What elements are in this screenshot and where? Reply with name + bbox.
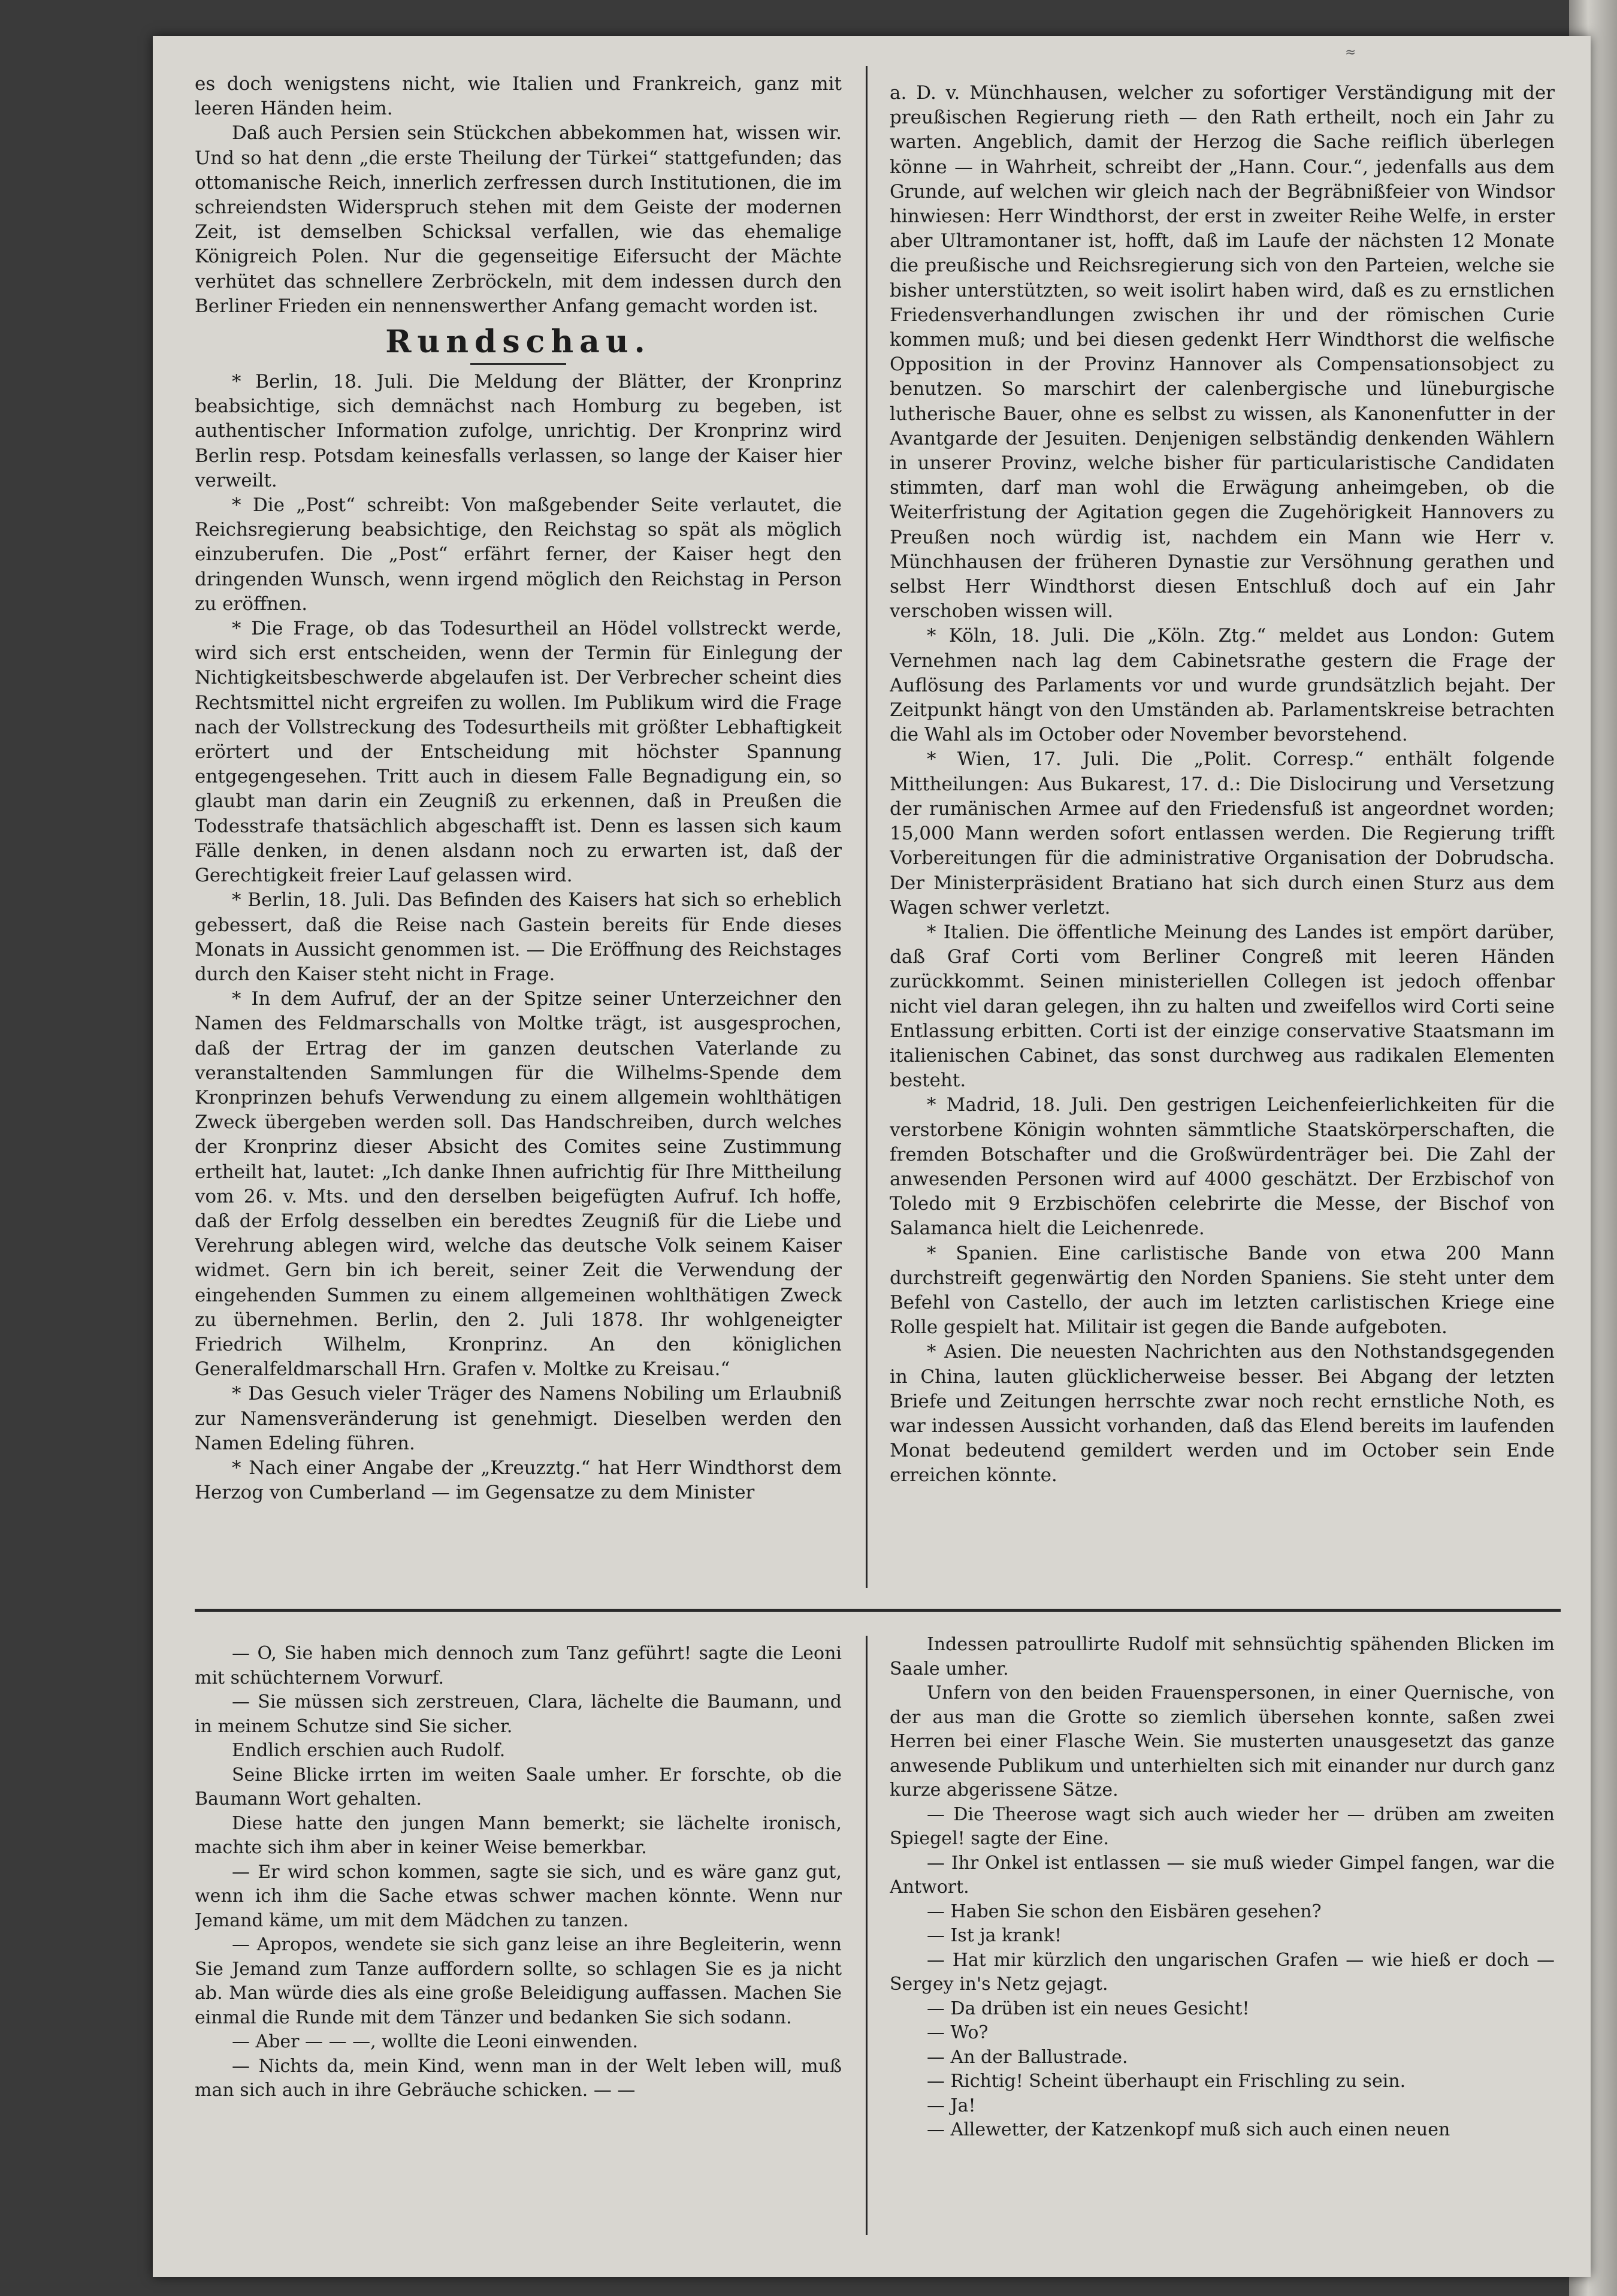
page-mark: ≈ <box>1345 45 1356 60</box>
news-item: * Das Gesuch vieler Träger des Namens Nobiling um Erlaubniß zur Namensveränderung ist genehmigt. Dieselben werden den Namen Edeling führen. <box>195 1383 842 1454</box>
paragraph: — Ihr Onkel ist entlassen — sie muß wieder Gimpel fangen, war die Antwort. <box>890 1852 1555 1898</box>
paragraph: — O, Sie haben mich dennoch zum Tanz geführt! sagte die Leoni mit schüchternem Vorwurf. <box>195 1643 842 1688</box>
feuilleton-separator-rule <box>195 1609 1561 1612</box>
paragraph: — Haben Sie schon den Eisbären gesehen? <box>927 1901 1322 1922</box>
news-item: * Madrid, 18. Juli. Den gestrigen Leichenfeierlichkeiten für die verstorbene Königin wohnten sämmtliche Staatskörperschaften, die fremden Botschafter und die Großwürdenträger bei. Die Zahl der anwesenden Personen wird auf 4000 geschätzt. Der Erzbischof von Toledo mit 9 Erzbischöfen celebrirte die Messe, der Bischof von Salamanca hielt die Leichenrede. <box>890 1094 1555 1240</box>
news-item: * Nach einer Angabe der „Kreuzztg.“ hat Herr Windthorst dem Herzog von Cumberland — im Gegensatze zu dem Minister <box>195 1457 842 1504</box>
paragraph: Daß auch Persien sein Stückchen abbekommen hat, wissen wir. Und so hat denn „die erste Theilung der Türkei“ stattgefunden; das ottomanische Reich, innerlich zerfressen durch Institutionen, die im schreiendsten Widerspruch stehen mit dem Geiste der modernen Zeit, ist demselben Schicksal verfallen, wie das ehemalige Königreich Polen. Nur die gegenseitige Eifersucht der Mächte verhütet das schnellere Zerbröckeln, mit dem indessen durch den Berliner Frieden ein nennenswerther Anfang gemacht worden ist. <box>195 122 842 317</box>
news-item: * Wien, 17. Juli. Die „Polit. Corresp.“ enthält folgende Mittheilungen: Aus Bukarest, 17. d.: Die Dislocirung und Versetzung der rumänischen Armee auf den Friedensfuß ist angeordnet worden; 15,000 Mann werden sofort entlassen werden. Die Regierung trifft Vorbereitungen für die administrative Organisation der Dobrudscha. Der Ministerpräsident Bratiano hat sich durch einen Sturz aus dem Wagen schwer verletzt. <box>890 748 1555 919</box>
article-column-top-left <box>195 72 842 1582</box>
paragraph: — Wo? <box>927 2022 989 2043</box>
paragraph: — Er wird schon kommen, sagte sie sich, und es wäre ganz gut, wenn ich ihm die Sache etwas schwer machen könnte. Wenn nur Jemand käme, um mit dem Mädchen zu tanzen. <box>195 1861 842 1931</box>
paragraph: Seine Blicke irrten im weiten Saale umher. Er forschte, ob die Baumann Wort gehalten. <box>195 1764 842 1809</box>
paragraph: — Apropos, wendete sie sich ganz leise an ihre Begleiterin, wenn Sie Jemand zum Tanze auffordern sollte, so schlagen Sie es ja nicht ab. Man würde dies als eine große Beleidigung auffassen. Machen Sie einmal die Runde mit dem Tänzer und bedanken Sie sich sodann. <box>195 1934 842 2028</box>
news-item: * Die Frage, ob das Todesurtheil an Hödel vollstreckt werde, wird sich erst entscheiden, wenn der Termin für Einlegung der Nichtigkeitsbeschwerde abgelaufen ist. Der Verbrecher scheint dies Rechtsmittel nicht ergreifen zu wollen. Im Publikum wird die Frage nach der Vollstreckung des Todesurtheils mit größter Lebhaftigkeit erörtert und der Entscheidung mit höchster Spannung entgegengesehen. Tritt auch in diesem Falle Begnadigung ein, so glaubt man darin ein Zeugniß zu erkennen, daß in Preußen die Todesstrafe thatsächlich abgeschafft ist. Denn es lassen sich kaum Fälle denken, in denen alsdann noch zu erwarten ist, daß der Gerechtigkeit freier Lauf gelassen wird. <box>195 618 842 887</box>
news-item: * Italien. Die öffentliche Meinung des Landes ist empört darüber, daß Graf Corti vom Berliner Congreß mit leeren Händen zurückkommt. Seinen ministeriellen Collegen ist jedoch offenbar nicht viel daran gelegen, ihn zu halten und zweifellos wird Corti seine Entlassung erbitten. Corti ist der einzige conservative Staatsmann im italienischen Cabinet, das sonst durchweg aus radikalen Elementen besteht. <box>890 921 1555 1092</box>
paragraph: — Allewetter, der Katzenkopf muß sich auch einen neuen <box>927 2119 1450 2140</box>
news-item: * In dem Aufruf, der an der Spitze seiner Unterzeichner den Namen des Feldmarschalls von Moltke trägt, ist ausgesprochen, daß der Ertrag der im ganzen deutschen Vaterlande zu veranstaltenden Sammlungen für die Wilhelms-Spende dem Kronprinzen behufs Verwendung zu einem allgemein wohlthätigen Zweck übergeben werden soll. Das Handschreiben, durch welches der Kronprinz dieser Absicht des Comites seine Zustimmung ertheilt hat, lautet: „Ich danke Ihnen aufrichtig für Ihre Mittheilung vom 26. v. Mts. und den derselben beigefügten Aufruf. Ich hoffe, daß der Erfolg desselben ein beredtes Zeugniß für die Liebe und Verehrung ablegen wird, welche das deutsche Volk seinem Kaiser widmet. Gern bin ich bereit, seiner Zeit die Verwendung der eingehenden Summen zu einem allgemeinen wohlthätigen Zweck zu übernehmen. Berlin, den 2. Juli 1878. Ihr wohlgeneigter Friedrich Wilhelm, Kronprinz. An den königlichen Generalfeldmarschall Hrn. Grafen v. Moltke zu Kreisau.“ <box>195 988 842 1380</box>
paragraph: — Da drüben ist ein neues Gesicht! <box>927 1998 1250 2019</box>
paragraph: — An der Ballustrade. <box>927 2046 1128 2068</box>
paragraph: — Sie müssen sich zerstreuen, Clara, lächelte die Baumann, und in meinem Schutze sind Sie sicher. <box>195 1691 842 1737</box>
paragraph: — Hat mir kürzlich den ungarischen Grafen — wie hieß er doch — Sergey in's Netz gejagt. <box>890 1949 1555 1995</box>
paragraph: — Ist ja krank! <box>927 1925 1062 1946</box>
feuilleton-column-left <box>195 1642 842 2253</box>
paragraph: — Ja! <box>927 2095 976 2116</box>
paragraph: — Die Theerose wagt sich auch wieder her — drüben am zweiten Spiegel! sagte der Eine. <box>890 1803 1555 1849</box>
paragraph: Indessen patroullirte Rudolf mit sehnsüchtig spähenden Blicken im Saale umher. <box>890 1634 1555 1679</box>
feuilleton-column-right <box>890 1633 1555 2253</box>
paragraph: Unfern von den beiden Frauenspersonen, in einer Quernische, von der aus man die Grotte so ziemlich übersehen konnte, saßen zwei Herren bei einer Flasche Wein. Sie musterten unausgesetzt das ganze anwesende Publikum und unterhielten sich mit einander nur durch ganz kurze abgerissene Sätze. <box>890 1682 1555 1800</box>
paragraph: es doch wenigstens nicht, wie Italien und Frankreich, ganz mit leeren Händen heim. <box>195 73 842 120</box>
paragraph: Endlich erschien auch Rudolf. <box>232 1740 506 1761</box>
paragraph: — Richtig! Scheint überhaupt ein Frischling zu sein. <box>927 2071 1406 2092</box>
news-item: * Berlin, 18. Juli. Das Befinden des Kaisers hat sich so erheblich gebessert, daß die Reise nach Gastein bereits für Ende dieses Monats in Aussicht genommen ist. — Die Eröffnung des Reichstages durch den Kaiser steht nicht in Frage. <box>195 889 842 985</box>
news-item: * Spanien. Eine carlistische Bande von etwa 200 Mann durchstreift gegenwärtig den Norden Spaniens. Sie steht unter dem Befehl von Castello, der auch im letzten carlistischen Kriege eine Rolle gespielt hat. Militair ist gegen die Bande aufgeboten. <box>890 1242 1555 1339</box>
news-item: * Die „Post“ schreibt: Von maßgebender Seite verlautet, die Reichsregierung beabsichtige, den Reichstag so spät als möglich einzuberufen. Die „Post“ erfährt ferner, der Kaiser hegt den dringenden Wunsch, wenn irgend möglich den Reichstag in Person zu eröffnen. <box>195 494 842 615</box>
paragraph: — Aber — — —, wollte die Leoni einwenden. <box>232 2031 638 2052</box>
column-divider <box>866 1636 868 2235</box>
newspaper-page <box>153 36 1591 2277</box>
heading-rule <box>470 363 566 365</box>
paragraph: a. D. v. Münchhausen, welcher zu sofortiger Verständigung mit der preußischen Regierung rieth — den Rath ertheilt, noch ein Jahr zu warten. Angeblich, damit der Herzog die Sache reiflich überlegen könne — in Wahrheit, schreibt der „Hann. Cour.“, jedenfalls aus dem Grunde, auf welchen wir gleich nach der Begräbnißfeier von Windsor hinwiesen: Herr Windthorst, der erst in zweiter Reihe Welfe, in erster aber Ultramontaner ist, hofft, daß im Laufe der nächsten 12 Monate die preußische und Reichsregierung sich von den Parteien, welche sie bisher unterstützten, so weit isolirt haben wird, daß es zu ernstlichen Friedensverhandlungen zwischen ihr und der römischen Curie kommen muß; und bei diesen gedenkt Herr Windthorst die welfische Opposition in der Provinz Hannover als Compensationsobject zu benutzen. So marschirt der calenbergische und lüneburgische lutherische Bauer, ohne es selbst zu wissen, als Kanonenfutter in der Avantgarde der Jesuiten. Denjenigen selbständig denkenden Wählern in unserer Provinz, welche bisher für particularistische Candidaten stimmten, darf man wohl die Erwägung anheimgeben, ob die Weiterfristung der Agitation gegen die Zugehörigkeit Hannovers zu Preußen noch würdig ist, nachdem ein Mann wie Herr v. Münchhausen der früheren Dynastie zur Versöhnung gerathen und selbst Herr Windthorst diesen Entschluß doch auf ein Jahr verschoben wissen will. <box>890 82 1555 623</box>
news-item: * Berlin, 18. Juli. Die Meldung der Blätter, der Kronprinz beabsichtige, sich demnächst nach Homburg zu begeben, ist authentischer Information zufolge, unrichtig. Der Kronprinz wird Berlin resp. Potsdam keinesfalls verlassen, so lange der Kaiser hier verweilt. <box>195 371 842 491</box>
column-divider <box>866 66 868 1588</box>
section-heading: Rundschau. <box>385 324 651 361</box>
paragraph: — Nichts da, mein Kind, wenn man in der Welt leben will, muß man sich auch in ihre Gebräuche schicken. — — <box>195 2055 842 2101</box>
paragraph: Diese hatte den jungen Mann bemerkt; sie lächelte ironisch, machte sich ihm aber in keiner Weise bemerkbar. <box>195 1812 842 1858</box>
news-item: * Asien. Die neuesten Nachrichten aus den Nothstandsgegenden in China, lauten glücklicherweise besser. Bei Abgang der letzten Briefe und Zeitungen herrschte zwar noch recht ernstliche Noth, es war indessen Aussicht vorhanden, daß das Elend bereits im laufenden Monat bedeutend gemildert werden und im October sein Ende erreichen könnte. <box>890 1341 1555 1487</box>
article-column-top-right <box>890 81 1555 1579</box>
news-item: * Köln, 18. Juli. Die „Köln. Ztg.“ meldet aus London: Gutem Vernehmen nach lag dem Cabinetsrathe gestern die Frage der Auflösung des Parlaments vor und wurde grundsätzlich bejaht. Der Zeitpunkt hängt von den Umständen ab. Parlamentskreise betrachten die Wahl als im October oder November bevorstehend. <box>890 625 1555 746</box>
